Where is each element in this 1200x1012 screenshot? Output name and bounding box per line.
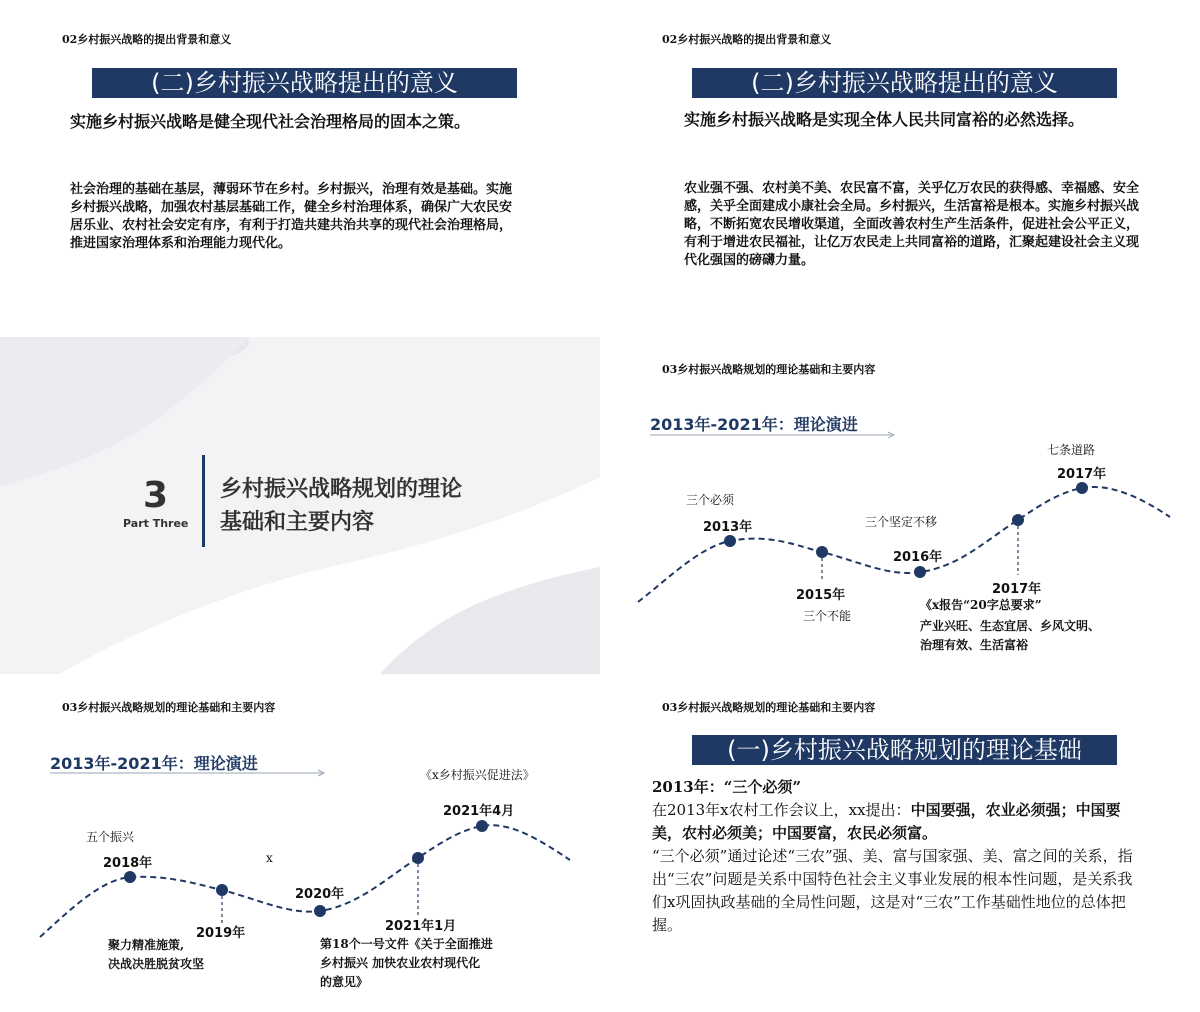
divider-bar bbox=[202, 455, 205, 547]
paragraph-quote: 中国要强，农业必须强；中国要美，农村必须美；中国要富，农民必须富。 bbox=[652, 801, 1121, 842]
lead-text: 实施乡村振兴战略是实现全体人民共同富裕的必然选择。 bbox=[684, 110, 1085, 129]
section-label: 03乡村振兴战略规划的理论基础和主要内容 bbox=[662, 363, 876, 376]
section-label: 03乡村振兴战略规划的理论基础和主要内容 bbox=[662, 701, 876, 714]
timeline-dot bbox=[816, 546, 828, 558]
year-2021-apr: 2021年4月 bbox=[443, 804, 515, 819]
year-2015: 2015年 bbox=[796, 588, 846, 603]
year-2021-jan: 2021年1月 bbox=[385, 919, 457, 934]
slide-4-timeline bbox=[600, 337, 1200, 674]
note-2017-l1: 《x报告“20字总要求” bbox=[920, 598, 1042, 612]
timeline-dot bbox=[1012, 514, 1024, 526]
paragraph-body: “三个必须”通过论述“三农”强、美、富与国家强、美、富之间的关系，指出“三农”问题是关系中国特色社会主义事业发展的根本性问题，是关系我们x巩固执政基础的全局性问题，这是对“三农”工作基础性地位的总体把握。 bbox=[652, 847, 1133, 934]
banner-title: (二)乡村振兴战略提出的意义 bbox=[692, 68, 1117, 98]
body-text: 社会治理的基础在基层，薄弱环节在乡村。乡村振兴，治理有效是基础。实施乡村振兴战略，加强农村基层基础工作，健全乡村治理体系，确保广大农民安居乐业、农村社会安定有序，有利于打造共建共治共享的现代社会治理格局，推进国家治理体系和治理能力现代化。 bbox=[70, 182, 513, 251]
slide-5-timeline bbox=[0, 675, 600, 1012]
label-x: x bbox=[266, 851, 273, 865]
timeline-dot bbox=[412, 852, 424, 864]
section-label: 02乡村振兴战略的提出背景和意义 bbox=[662, 33, 832, 46]
timeline-dot bbox=[124, 871, 136, 883]
timeline-dot bbox=[724, 535, 736, 547]
note-2019-l1: 聚力精准施策, bbox=[108, 938, 185, 952]
paragraph-intro: 在2013年x农村工作会议上，xx提出： bbox=[652, 801, 911, 819]
slide-3-cover bbox=[0, 337, 600, 674]
note-2021-l3: 的意见》 bbox=[320, 975, 369, 989]
part-number: 3 bbox=[143, 475, 169, 516]
note-2019-l2: 决战决胜脱贫攻坚 bbox=[108, 957, 205, 971]
timeline-dot bbox=[1076, 482, 1088, 494]
lead-text: 实施乡村振兴战略是健全现代社会治理格局的固本之策。 bbox=[70, 112, 471, 131]
label-2015: 三个不能 bbox=[803, 609, 852, 623]
year-2018: 2018年 bbox=[103, 856, 153, 871]
slide6-heading: 2013年：“三个必须” bbox=[652, 778, 802, 796]
timeline-dot bbox=[314, 905, 326, 917]
cover-title-line1: 乡村振兴战略规划的理论 bbox=[220, 477, 463, 502]
year-2017-b: 2017年 bbox=[1057, 467, 1107, 482]
year-2017-a: 2017年 bbox=[992, 582, 1042, 597]
section-label: 03乡村振兴战略规划的理论基础和主要内容 bbox=[62, 701, 276, 714]
label-2013: 三个必须 bbox=[686, 493, 735, 507]
timeline-title: 2013年-2021年：理论演进 bbox=[650, 415, 858, 434]
label-2018: 五个振兴 bbox=[86, 830, 135, 844]
timeline-dot bbox=[476, 820, 488, 832]
year-2020: 2020年 bbox=[295, 887, 345, 902]
body-text: 农业强不强、农村美不美、农民富不富，关乎亿万农民的获得感、幸福感、安全感，关乎全面建成小康社会全局。乡村振兴，生活富裕是根本。实施乡村振兴战略，不断拓宽农民增收渠道，全面改善农村生产生活条件，促进社会公平正义，有利于增进农民福祉，让亿万农民走上共同富裕的道路，汇聚起建设社会主义现代化强国的磅礴力量。 bbox=[684, 181, 1140, 268]
slide-2 bbox=[600, 0, 1200, 337]
year-2016: 2016年 bbox=[893, 550, 943, 565]
label-2016: 三个坚定不移 bbox=[865, 515, 938, 529]
note-2017-l3: 治理有效、生活富裕 bbox=[920, 638, 1029, 652]
label-2017-b: 七条道路 bbox=[1047, 443, 1096, 457]
slide-1 bbox=[0, 0, 600, 337]
timeline-title: 2013年-2021年：理论演进 bbox=[50, 754, 258, 773]
note-2021-l1: 第18个一号文件《关于全面推进 bbox=[320, 937, 493, 951]
note-2021-l2: 乡村振兴 加快农业农村现代化 bbox=[320, 956, 481, 970]
timeline-dot bbox=[216, 884, 228, 896]
cover-title-line2: 基础和主要内容 bbox=[220, 510, 375, 535]
year-2013: 2013年 bbox=[703, 520, 753, 535]
slide-6 bbox=[600, 675, 1200, 1012]
part-label: Part Three bbox=[123, 517, 189, 530]
timeline-dot bbox=[914, 566, 926, 578]
banner-title: (一)乡村振兴战略规划的理论基础 bbox=[692, 735, 1117, 765]
section-label: 02乡村振兴战略的提出背景和意义 bbox=[62, 33, 232, 46]
year-2019: 2019年 bbox=[196, 926, 246, 941]
slide6-paragraph bbox=[652, 799, 1144, 937]
label-2021-apr: 《x乡村振兴促进法》 bbox=[420, 768, 535, 782]
note-2017-l2: 产业兴旺、生态宜居、乡风文明、 bbox=[920, 619, 1101, 633]
banner-title: (二)乡村振兴战略提出的意义 bbox=[92, 68, 517, 98]
